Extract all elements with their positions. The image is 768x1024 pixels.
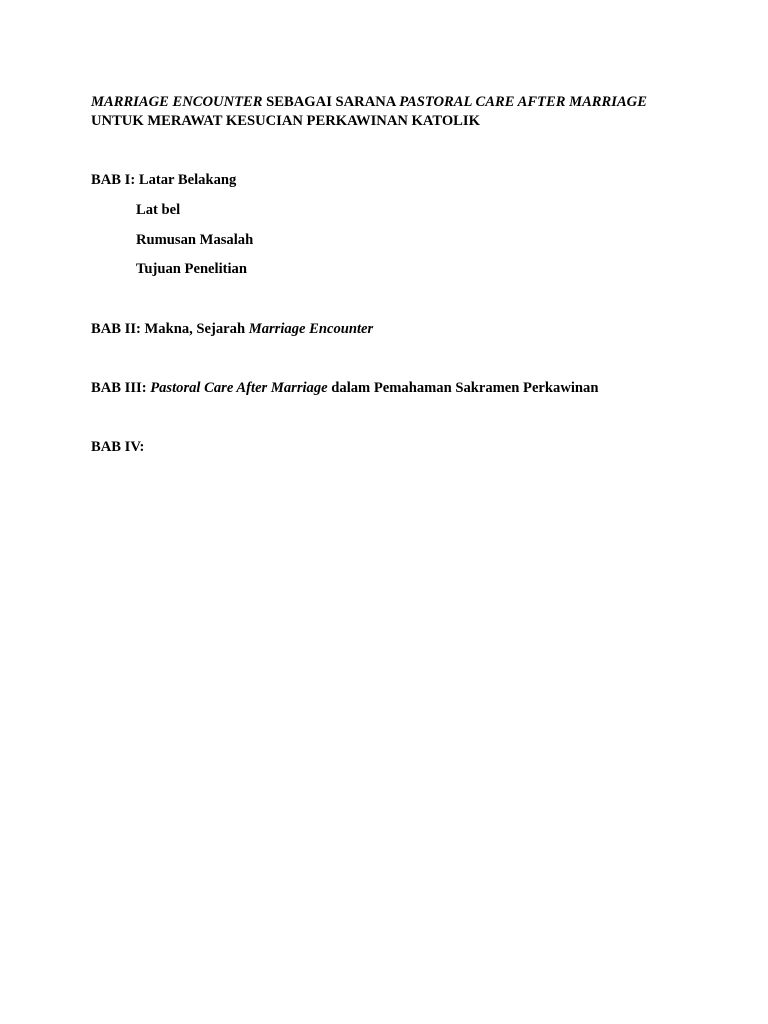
chapter-1-heading: BAB I: Latar Belakang: [91, 172, 237, 188]
chapter-1-subsection: Rumusan Masalah: [136, 232, 254, 248]
chapter-3-heading-italic: Pastoral Care After Marriage: [150, 380, 328, 396]
chapter-2-heading-text: BAB II: Makna, Sejarah: [91, 321, 249, 337]
title-text-sebagai-sarana: SEBAGAI SARANA: [262, 94, 400, 110]
document-title-line-1: [91, 93, 647, 112]
chapter-1-subsection: Tujuan Penelitian: [136, 261, 247, 277]
title-italic-pastoral-care: PASTORAL CARE AFTER MARRIAGE: [399, 94, 647, 110]
chapter-3-heading: [91, 379, 598, 398]
title-italic-marriage-encounter: MARRIAGE ENCOUNTER: [91, 94, 263, 110]
chapter-2-heading-italic: Marriage Encounter: [248, 321, 374, 337]
chapter-1-subsection: Lat bel: [136, 202, 181, 218]
document-title-line-2: UNTUK MERAWAT KESUCIAN PERKAWINAN KATOLIK: [91, 113, 480, 129]
chapter-2-heading: [91, 320, 373, 339]
chapter-4-heading: BAB IV:: [91, 439, 145, 455]
chapter-3-heading-prefix: BAB III:: [91, 380, 151, 396]
chapter-3-heading-suffix: dalam Pemahaman Sakramen Perkawinan: [327, 380, 599, 396]
